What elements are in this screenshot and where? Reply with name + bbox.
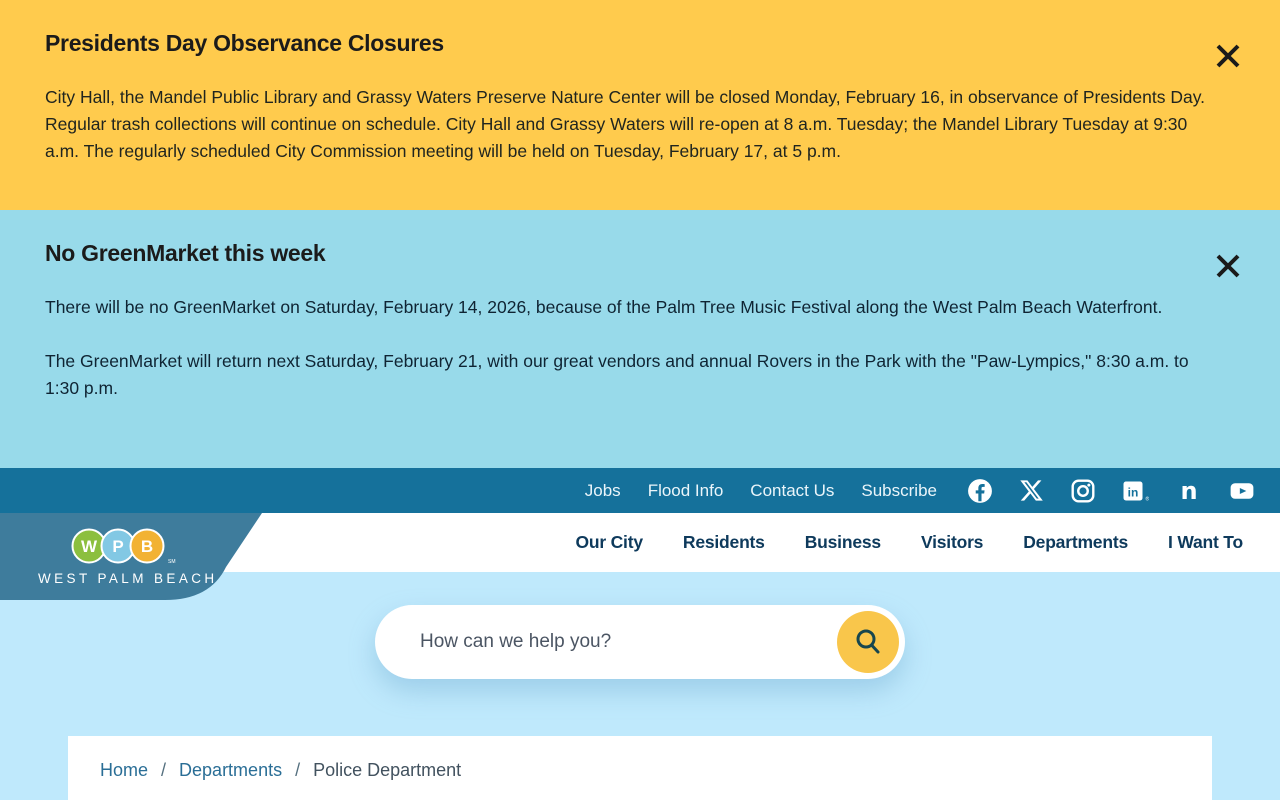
linkedin-icon [1122,479,1149,503]
utility-link-jobs[interactable]: Jobs [584,480,621,500]
page-body [0,572,1280,800]
nextdoor-link[interactable] [1175,478,1203,504]
logo-letter-w: W [80,537,98,556]
x-twitter-link[interactable] [1019,478,1044,503]
nav-item-visitors[interactable]: Visitors [920,532,984,552]
social-links [967,478,1255,504]
breadcrumb [100,760,1212,781]
linkedin-link[interactable] [1122,479,1149,503]
facebook-link[interactable] [967,478,993,504]
instagram-icon [1070,478,1096,504]
alert-paragraph: The GreenMarket will return next Saturday, February 21, with our great vendors and annual Rovers in the Park with the "Paw-Lympics," 8:30 a.m. to 1:30 p.m. [45,351,1189,398]
search-button[interactable] [837,611,899,673]
utility-links [585,481,937,501]
logo-letter-p: P [112,537,124,556]
youtube-link[interactable] [1229,478,1255,504]
close-icon [1215,253,1241,279]
facebook-icon [967,478,993,504]
alert-paragraph: There will be no GreenMarket on Saturday, February 14, 2026, because of the Palm Tree Music Festival along the West Palm Beach Waterfront. [45,297,1163,317]
nav-item-i-want-to[interactable]: I Want To [1168,532,1243,552]
site-search [375,605,905,679]
alert-title: Presidents Day Observance Closures [45,30,444,56]
content-card [68,736,1212,800]
search-icon [853,627,883,657]
close-icon [1215,43,1241,69]
breadcrumb-separator: / [295,760,301,780]
x-twitter-icon [1019,478,1044,503]
breadcrumb-home[interactable]: Home [100,760,149,780]
svg-text:n: n [1180,477,1198,504]
alert-title: No GreenMarket this week [45,240,326,266]
nav-item-departments[interactable]: Departments [1023,532,1128,552]
alert-close-button[interactable] [1214,42,1242,70]
nav-item-our-city[interactable]: Our City [575,532,643,552]
breadcrumb-departments[interactable]: Departments [179,760,283,780]
logo-letter-b: B [140,537,154,556]
nextdoor-icon [1175,478,1203,504]
site-logo[interactable] [0,513,262,600]
breadcrumb-separator: / [161,760,167,780]
nav-item-business[interactable]: Business [804,532,881,552]
alert-greenmarket [0,210,1280,468]
youtube-icon [1229,478,1255,504]
alert-close-button[interactable] [1214,252,1242,280]
utility-bar [0,468,1280,513]
main-nav-links [575,532,1243,553]
instagram-link[interactable] [1070,478,1096,504]
wpb-logo-graphic [0,513,262,600]
utility-link-flood-info[interactable]: Flood Info [647,480,724,500]
svg-text:®: ® [1145,496,1149,502]
alert-presidents-day [0,0,1280,210]
utility-link-subscribe[interactable]: Subscribe [861,480,937,500]
logo-trademark: SM [168,559,176,565]
nav-item-residents[interactable]: Residents [682,532,765,552]
svg-text:in: in [1127,485,1139,499]
main-nav [0,513,1280,586]
search-input[interactable] [375,631,837,653]
breadcrumb-current-page: Police Department [313,760,462,780]
alert-body: City Hall, the Mandel Public Library and Grassy Waters Preserve Nature Center will be closed Monday, February 16, in observance of Presidents Day. Regular trash collections will continue on schedule. City Hall and Grassy Waters will re-open at 8 a.m. Tuesday; the Mandel Library Tuesday at 9:30 a.m. The regularly scheduled City Commission meeting will be held on Tuesday, February 17, at 5 p.m. [45,87,1206,161]
utility-link-contact-us[interactable]: Contact Us [750,480,835,500]
logo-city-name: WEST PALM BEACH [38,571,218,586]
